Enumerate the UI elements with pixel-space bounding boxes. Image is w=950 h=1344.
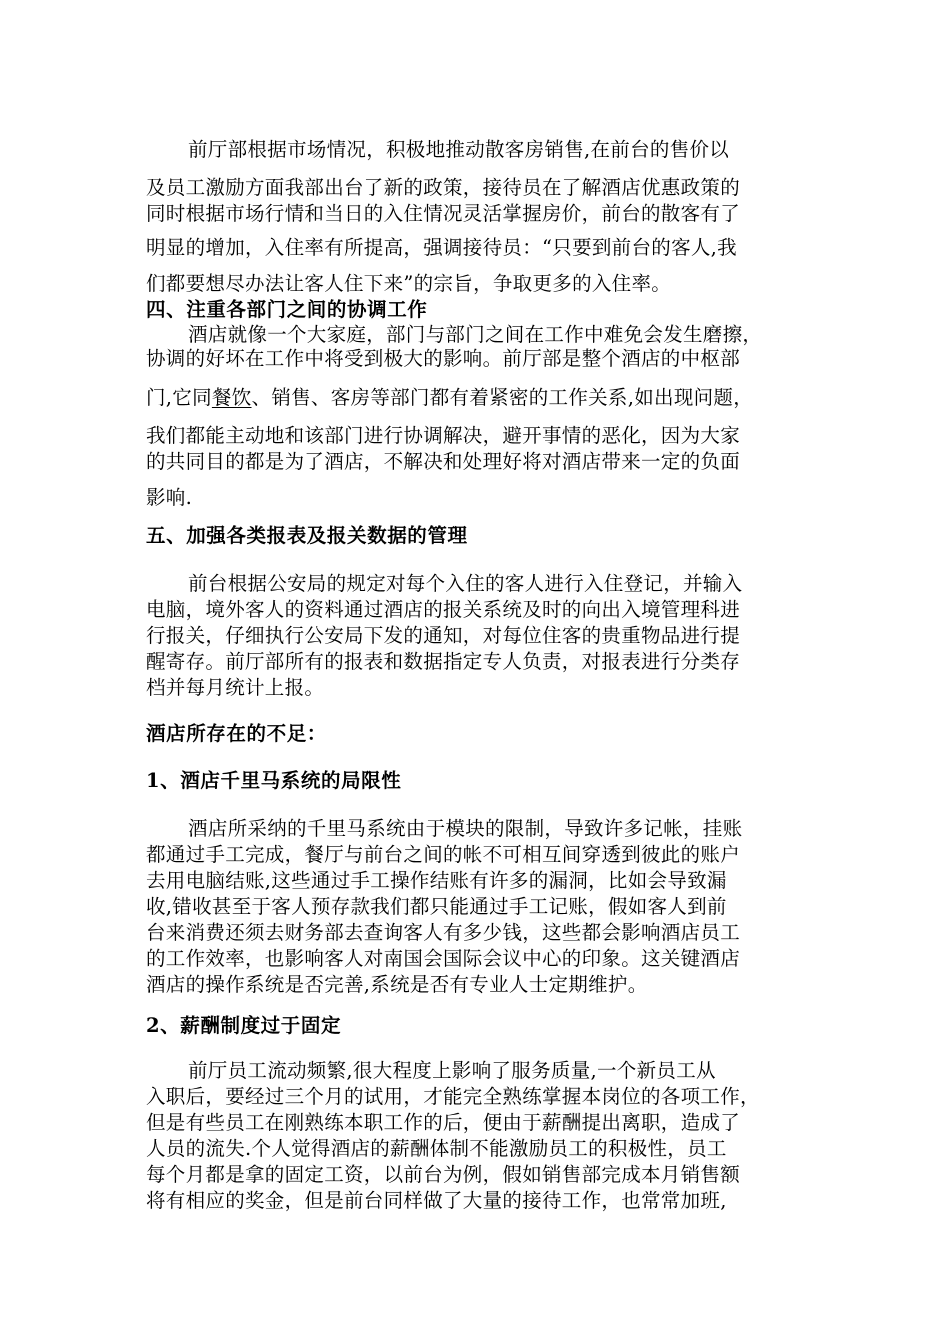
shortcomings-heading: 酒店所存在的不足： [146,722,327,745]
paragraph-line: 行报关，仔细执行公安局下发的通知，对每位住客的贵重物品进行提 [146,624,741,647]
paragraph-line: 电脑，境外客人的资料通过酒店的报关系统及时的向出入境管理科进 [146,598,741,621]
paragraph-line: 前厅部根据市场情况，积极地推动散客房销售,在前台的售价以 [188,138,730,161]
subheading-2: 2、薪酬制度过于固定 [146,1014,342,1037]
paragraph-text: 门,它同 [146,386,212,409]
paragraph-line: 前台根据公安局的规定对每个入住的客人进行入住登记，并输入 [188,572,743,595]
paragraph-line: 的工作效率，也影响客人对南国会国际会议中心的印象。这关键酒店 [146,947,741,970]
subheading-1: 1、酒店千里马系统的局限性 [146,769,402,792]
paragraph-line: 酒店所采纳的千里马系统由于模块的限制，导致许多记帐，挂账 [188,817,743,840]
paragraph-line: 前厅员工流动频繁,很大程度上影响了服务质量,一个新员工从 [188,1059,716,1082]
paragraph-line: 收,错收甚至于客人预存款我们都只能通过手工记账，假如客人到前 [146,895,727,918]
paragraph-line: 及员工激励方面我部出台了新的政策，接待员在了解酒店优惠政策的 [146,176,741,199]
section-heading-5: 五、加强各类报表及报关数据的管理 [146,524,468,547]
paragraph-line: 协调的好坏在工作中将受到极大的影响。前厅部是整个酒店的中枢部 [146,347,741,370]
paragraph-line: 醒寄存。前厅部所有的报表和数据指定专人负责，对报表进行分类存 [146,650,741,673]
paragraph-line: 我们都能主动地和该部门进行协调解决，避开事情的恶化，因为大家 [146,424,741,447]
paragraph-line: 去用电脑结账,这些通过手工操作结账有许多的漏洞，比如会导致漏 [146,869,727,892]
paragraph-line: 们都要想尽办法让客人住下来”的宗旨，争取更多的入住率。 [146,272,672,295]
paragraph-line: 同时根据市场行情和当日的入住情况灵活掌握房价，前台的散客有了 [146,202,741,225]
paragraph-line: 明显的增加，入住率有所提高，强调接待员：“只要到前台的客人,我 [146,236,737,259]
paragraph-line: 影响. [146,486,193,509]
paragraph-line: 酒店就像一个大家庭，部门与部门之间在工作中难免会发生磨擦， [188,323,763,346]
paragraph-line: 的共同目的都是为了酒店，不解决和处理好将对酒店带来一定的负面 [146,450,741,473]
paragraph-line: 将有相应的奖金，但是前台同样做了大量的接待工作，也常常加班, [146,1189,727,1212]
paragraph-line [146,385,826,411]
paragraph-line: 但是有些员工在刚熟练本职工作的后，便由于薪酬提出离职，造成了 [146,1111,741,1134]
paragraph-line: 人员的流失.个人觉得酒店的薪酬体制不能激励员工的积极性，员工 [146,1137,727,1160]
section-heading-4: 四、注重各部门之间的协调工作 [146,298,428,321]
paragraph-line: 每个月都是拿的固定工资，以前台为例，假如销售部完成本月销售额 [146,1163,741,1186]
paragraph-line: 档并每月统计上报。 [146,676,325,699]
paragraph-line: 入职后，要经过三个月的试用，才能完全熟练掌握本岗位的各项工作， [146,1085,760,1108]
paragraph-line: 都通过手工完成，餐厅与前台之间的帐不可相互间穿透到彼此的账户 [146,843,741,866]
catering-link[interactable]: 餐饮 [211,386,252,409]
paragraph-line: 台来消费还须去财务部去查询客人有多少钱，这些都会影响酒店员工 [146,921,741,944]
paragraph-text: 、销售、客房等部门都有着紧密的工作关系,如出现问题， [251,386,754,409]
paragraph-line: 酒店的操作系统是否完善,系统是否有专业人士定期维护。 [146,973,648,996]
